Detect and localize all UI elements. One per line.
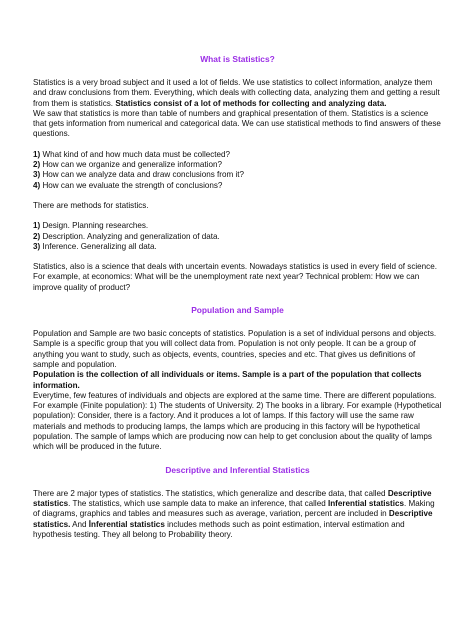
heading-descriptive-inferential: Descriptive and Inferential Statistics (165, 464, 310, 475)
types-text: . The statistics, which use sample data to make an inference, that called (68, 498, 328, 508)
list-item (33, 221, 442, 231)
list-text: How can we organize and generalize information? (40, 160, 222, 170)
types-text: And (70, 519, 89, 529)
list-item (33, 181, 442, 191)
paragraph-population: Population and Sample are two basic concepts of statistics. Population is a set of individual persons and objects. Sample is a specific group that you will collect data from. Population is not only people. It can be a group of anything you want to study, such as objects, events, countries, species and etc. That gives us definitions of sample and population. (33, 329, 437, 369)
types-text: There are 2 major types of statistics. The statistics, which generalize and describe data, that called (33, 488, 388, 498)
list-text: Description. Analyzing and generalization of data. (40, 231, 220, 241)
list-number: 2) (33, 231, 41, 241)
term-descriptive: Descriptive statistics. (33, 509, 433, 529)
questions-list (33, 150, 442, 191)
intro-bold-text: Statistics consist of a lot of methods for collecting and analyzing data. (115, 98, 387, 108)
types-text: includes methods such as point estimation, interval estimation and hypothesis testing. They all belong to Probability theory. (33, 519, 405, 539)
list-item (33, 242, 442, 252)
methods-list (33, 221, 442, 252)
heading-what-is-statistics: What is Statistics? (200, 54, 275, 64)
term-inferential: Inferential statistics (327, 498, 405, 508)
term-inferential: İnferential statistics (88, 519, 165, 529)
list-number: 2) (33, 160, 41, 170)
list-text: Inference. Generalizing all data. (40, 241, 157, 251)
list-text: How can we analyze data and draw conclusions from it? (40, 170, 245, 180)
term-descriptive: Descriptive statistics (33, 488, 432, 508)
list-number: 1) (33, 149, 41, 159)
paragraph-intro (33, 78, 442, 109)
paragraph-uncertain-events: Statistics, also is a science that deals with uncertain events. Nowadays statistics is used in every field of science. For example, at economics: What will be the unemployment rate next year? Technical problem: How we can improve quality of product? (33, 262, 437, 292)
list-item (33, 160, 442, 170)
list-text: What kind of and how much data must be collected? (40, 149, 231, 159)
list-number: 4) (33, 180, 41, 190)
intro-text: Statistics is a very broad subject and it used a lot of fields. We use statistics to collect information, analyze them and draw conclusions from them. Everything, which deals with collecting data, analyzing them and getting a result from them is statistics. (33, 78, 440, 108)
heading-population-sample: Population and Sample (191, 305, 284, 316)
types-text: . Making of diagrams, graphics and tables and measures such as average, variation, percent are included in (33, 498, 435, 519)
list-text: How can we evaluate the strength of conclusions? (40, 180, 223, 190)
paragraph-definitions (33, 370, 442, 391)
list-number: 3) (33, 170, 41, 180)
list-item (33, 150, 442, 160)
paragraph-types (33, 489, 442, 540)
list-item (33, 170, 442, 180)
definitions-bold-text: Population is the collection of all individuals or items. Sample is a part of the population that collects information. (33, 370, 422, 390)
paragraph-examples: Everytime, few features of individuals and objects are explored at the same time. There are different populations. For example (Finite population): 1) The students of University. 2) The books in a library. For example (Hypothetical population): Consider, there is a factory. And it produces a lot of lamps. If this factory will use the same raw materials and methods to producing lamps, the lamps which are producing in this factory will be hypothetical population. The sample of lamps which are producing now can help to get conclusion about the quality of lamps which will be produced in the future. (33, 390, 442, 452)
paragraph-science: We saw that statistics is more than table of numbers and graphical presentation of them. Statistics is a science that gets information from numerical and categorical data. We can use statistical methods to find answers of these questions. (33, 108, 441, 139)
list-number: 1) (33, 221, 41, 231)
list-text: Design. Planning researches. (40, 221, 149, 231)
list-number: 3) (33, 241, 41, 251)
paragraph-methods-intro: There are methods for statistics. (33, 200, 149, 210)
list-item (33, 232, 442, 242)
